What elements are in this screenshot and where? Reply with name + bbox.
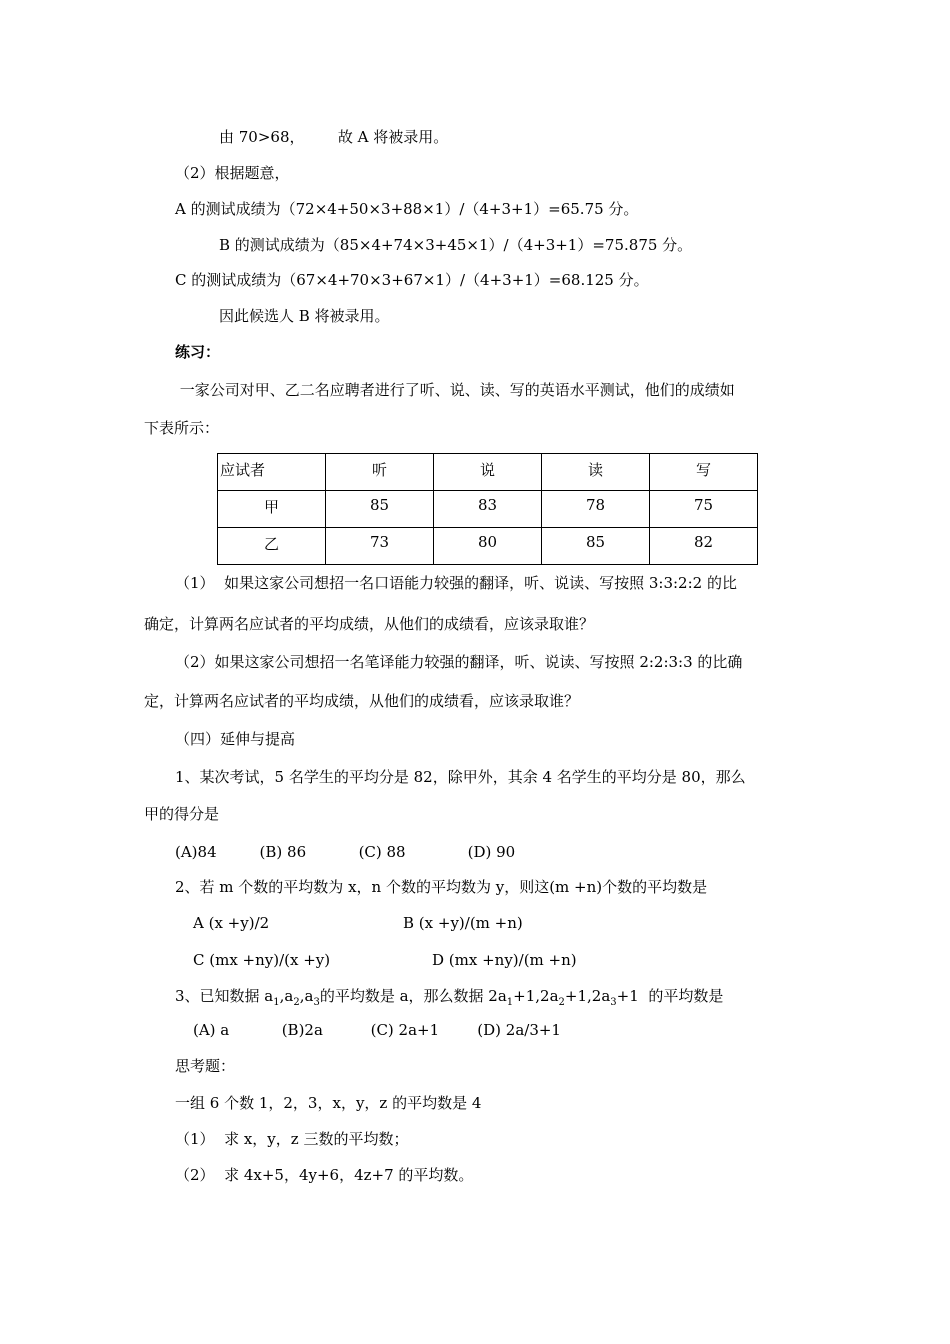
text-line: 确定，计算两名应试者的平均成绩，从他们的成绩看，应该录取谁？ [144,615,595,633]
text-fragment: ,a [279,987,294,1005]
text-line: 一组 6 个数 1，2，3，x，y，z 的平均数是 4 [175,1094,482,1112]
subscript: 2 [558,997,565,1008]
table-cell: 85 [542,528,650,565]
table-header-cell: 读 [542,454,650,491]
table-cell: 83 [434,491,542,528]
options-line: (A) a (B)2a (C) 2a+1 (D) 2a/3+1 [193,1021,561,1039]
text-line: 一家公司对甲、乙二名应聘者进行了听、说、读、写的英语水平测试，他们的成绩如 [175,381,735,399]
table-header-row [218,454,758,491]
think-heading: 思考题： [175,1057,236,1075]
table-cell: 85 [326,491,434,528]
options-line: (A)84 (B) 86 (C) 88 (D) 90 [175,843,516,861]
text-line: 由 70>68， 故 A 将被录用。 [219,128,449,146]
text-line: B 的测试成绩为（85×4+74×3+45×1）/（4+3+1）=75.875 分。 [219,236,693,254]
text-line: 甲的得分是 [144,805,220,823]
text-line: 2、若 m 个数的平均数为 x，n 个数的平均数为 y，则这(m +n)个数的平均数是 [175,878,708,896]
text-line: （2） 求 4x+5，4y+6，4z+7 的平均数。 [175,1166,474,1184]
table-header-cell: 写 [650,454,758,491]
text-line: 1、某次考试，5 名学生的平均分是 82，除甲外，其余 4 名学生的平均分是 80，那么 [175,768,746,786]
option-b: B (x +y)/(m +n) [403,914,523,932]
text-line: （1） 如果这家公司想招一名口语能力较强的翻译，听、说读、写按照 3:3:2:2 的比 [175,574,737,592]
subscript: 1 [506,997,514,1008]
table-row [218,491,758,528]
option-d: D (mx +ny)/(m +n) [432,951,577,969]
table-cell: 73 [326,528,434,565]
text-line: （2）如果这家公司想招一名笔译能力较强的翻译，听、说读、写按照 2:2:3:3 的比确 [175,653,743,671]
table-header-cell: 听 [326,454,434,491]
table-header-cell: 说 [434,454,542,491]
table-header-cell: 应试者 [218,454,326,491]
text-line: 因此候选人 B 将被录用。 [219,307,390,325]
subscript: 3 [610,997,617,1008]
table-row [218,528,758,565]
text-line: （2）根据题意， [175,164,290,182]
option-c: C (mx +ny)/(x +y) [193,951,331,969]
text-line [175,986,723,1006]
table-cell: 82 [650,528,758,565]
text-line: A 的测试成绩为（72×4+50×3+88×1）/（4+3+1）=65.75 分。 [175,200,639,218]
table-cell: 75 [650,491,758,528]
table-cell: 甲 [218,491,326,528]
text-fragment: +1 的平均数是 [616,987,724,1005]
practice-heading: 练习： [175,343,221,361]
text-line: 定，计算两名应试者的平均成绩，从他们的成绩看，应该录取谁？ [144,692,580,710]
text-fragment: ,a [299,987,314,1005]
section-heading: （四）延伸与提高 [175,730,296,748]
subscript: 2 [293,997,300,1008]
table-cell: 80 [434,528,542,565]
table-cell: 78 [542,491,650,528]
subscript: 1 [273,997,280,1008]
text-fragment: +1,2a [513,987,559,1005]
text-fragment: 3、已知数据 a [175,987,274,1005]
text-line: （1） 求 x，y，z 三数的平均数； [175,1130,409,1148]
subscript: 3 [313,997,320,1008]
text-fragment: 的平均数是 a，那么数据 2a [319,987,507,1005]
text-line: 下表所示： [144,419,220,437]
text-fragment: +1,2a [564,987,611,1005]
text-line: C 的测试成绩为（67×4+70×3+67×1）/（4+3+1）=68.125 分。 [175,271,649,289]
table-cell: 乙 [218,528,326,565]
option-a: A (x +y)/2 [193,914,270,932]
score-table [217,453,758,565]
